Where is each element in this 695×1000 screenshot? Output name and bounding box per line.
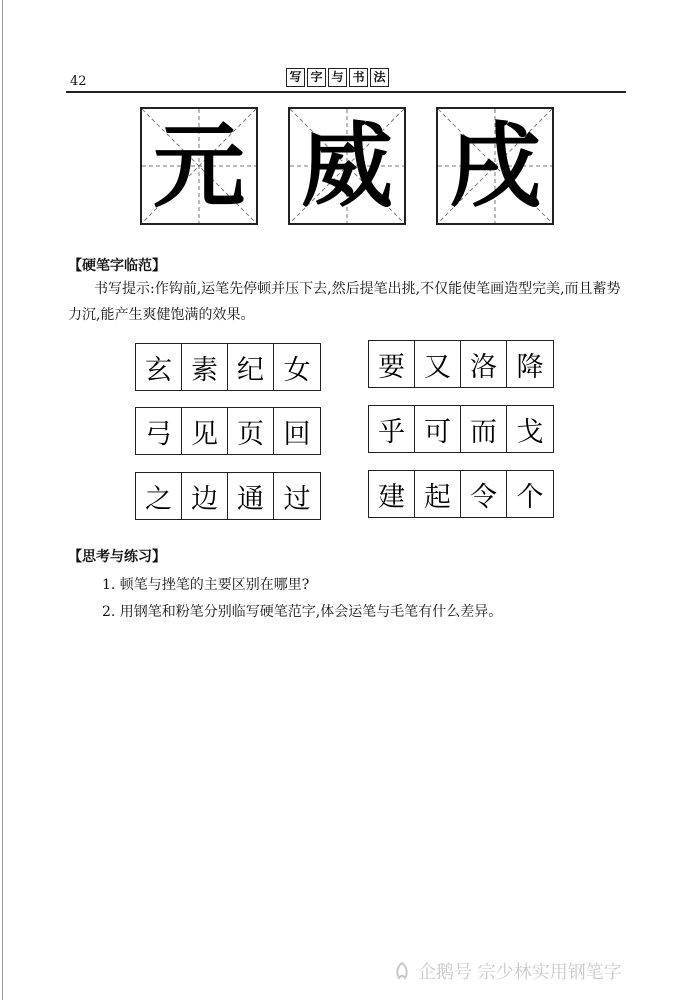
section-title-pen-copy: 【硬笔字临范】 — [68, 258, 166, 274]
practice-char: 女 — [283, 354, 311, 386]
practice-char: 过 — [283, 483, 311, 515]
practice-char: 边 — [182, 473, 228, 519]
char-box-group — [135, 407, 321, 455]
practice-char: 建 — [369, 471, 415, 517]
writing-hint — [68, 276, 628, 328]
practice-char: 个 — [516, 481, 544, 513]
question-item: 2. 用钢笔和粉笔分别临写硬笔范字,体会运笔与毛笔有什么差异。 — [102, 604, 503, 620]
brush-char: 威 — [300, 112, 393, 220]
header-char: 法 — [370, 68, 389, 87]
header-char: 与 — [328, 68, 347, 87]
practice-char: 起 — [415, 471, 461, 517]
rice-grid-cell — [288, 107, 406, 225]
char-box-group — [368, 405, 554, 453]
brush-demo-row — [140, 107, 554, 225]
practice-char: 素 — [182, 344, 228, 390]
practice-char: 而 — [461, 406, 507, 452]
practice-char: 页 — [228, 408, 274, 454]
header-char: 书 — [349, 68, 368, 87]
practice-char: 纪 — [228, 344, 274, 390]
rice-grid-cell — [140, 107, 258, 225]
page-number: 42 — [70, 74, 87, 89]
question-item: 1. 顿笔与挫笔的主要区别在哪里? — [102, 577, 310, 593]
header-char: 写 — [286, 68, 305, 87]
watermark-text: 企鹅号 宗少林实用钢笔字 — [418, 962, 622, 983]
char-box-group — [135, 343, 321, 391]
header-char: 字 — [307, 68, 326, 87]
practice-char: 乎 — [369, 406, 415, 452]
writing-hint-text: 书写提示:作钩前,运笔先停顿并压下去,然后提笔出挑,不仅能使笔画造型完美,而且蓄势力沉,能产生爽健饱满的效果。 — [68, 281, 621, 323]
practice-char: 回 — [283, 418, 311, 450]
practice-char: 又 — [415, 341, 461, 387]
brush-char: 元 — [152, 112, 245, 220]
watermark — [392, 958, 622, 984]
practice-char: 戈 — [516, 416, 544, 448]
rice-grid-cell — [436, 107, 554, 225]
practice-char: 见 — [182, 408, 228, 454]
practice-char: 弓 — [136, 408, 182, 454]
practice-char: 降 — [516, 351, 544, 383]
practice-char: 要 — [369, 341, 415, 387]
practice-char: 通 — [228, 473, 274, 519]
header-rule — [66, 91, 626, 93]
section-title-think: 【思考与练习】 — [68, 549, 166, 565]
practice-char: 可 — [415, 406, 461, 452]
practice-char: 洛 — [461, 341, 507, 387]
practice-char: 令 — [461, 471, 507, 517]
char-box-group — [135, 472, 321, 520]
practice-char: 之 — [136, 473, 182, 519]
penguin-logo-icon — [392, 961, 412, 981]
brush-char: 戌 — [448, 112, 541, 220]
practice-char: 玄 — [136, 344, 182, 390]
page-edge-rule — [2, 0, 3, 1000]
char-box-group — [368, 340, 554, 388]
char-box-group — [368, 470, 554, 518]
running-header-title — [286, 68, 389, 87]
